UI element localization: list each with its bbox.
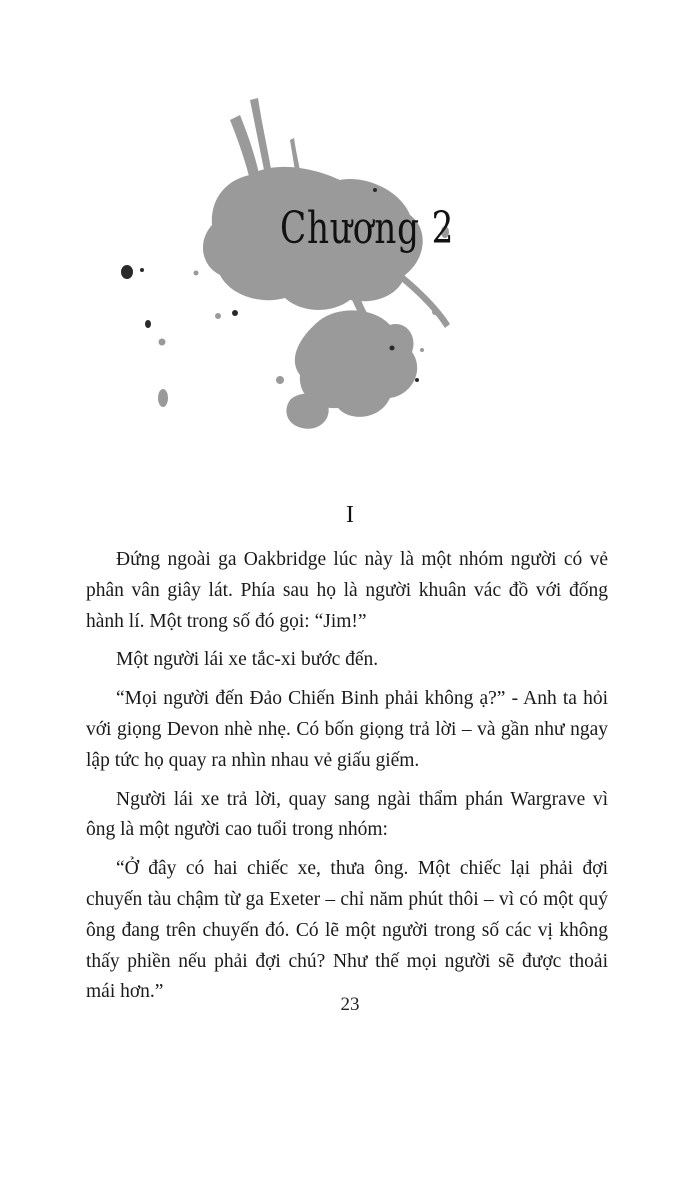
paragraph: Một người lái xe tắc-xi bước đến. xyxy=(116,649,379,671)
paragraph: “Ở đây có hai chiếc xe, thưa ông. Một chiếc lại phải đợi chuyến tàu chậm từ ga Exeter – chỉ năm phút thôi – vì có một quý ông đang trên chuyến đó. Có lẽ một người trong số các vị không thấy phiền nếu phải đợi chú? Như thế mọi người sẽ được thoải mái hơn.” xyxy=(86,858,608,1003)
paragraph: Người lái xe trả lời, quay sang ngài thẩm phán Wargrave vì ông là một người cao tuổi trong nhóm: xyxy=(86,788,608,841)
chapter-title: Chương 2 xyxy=(280,203,455,254)
paragraph: Đứng ngoài ga Oakbridge lúc này là một nhóm người có vẻ phân vân giây lát. Phía sau họ là người khuân vác đồ với đống hành lí. Một trong số đó gọi: “Jim!” xyxy=(86,549,608,632)
paragraph: “Mọi người đến Đảo Chiến Binh phải không ạ?” - Anh ta hỏi với giọng Devon nhè nhẹ. Có bốn giọng trả lời – và gần như ngay lập tức họ quay ra nhìn nhau vẻ giấu giếm. xyxy=(86,688,608,771)
body-text xyxy=(86,545,608,1016)
section-numeral: I xyxy=(346,502,354,528)
ink-splatter-decoration xyxy=(100,80,460,460)
page-number: 23 xyxy=(340,994,360,1015)
